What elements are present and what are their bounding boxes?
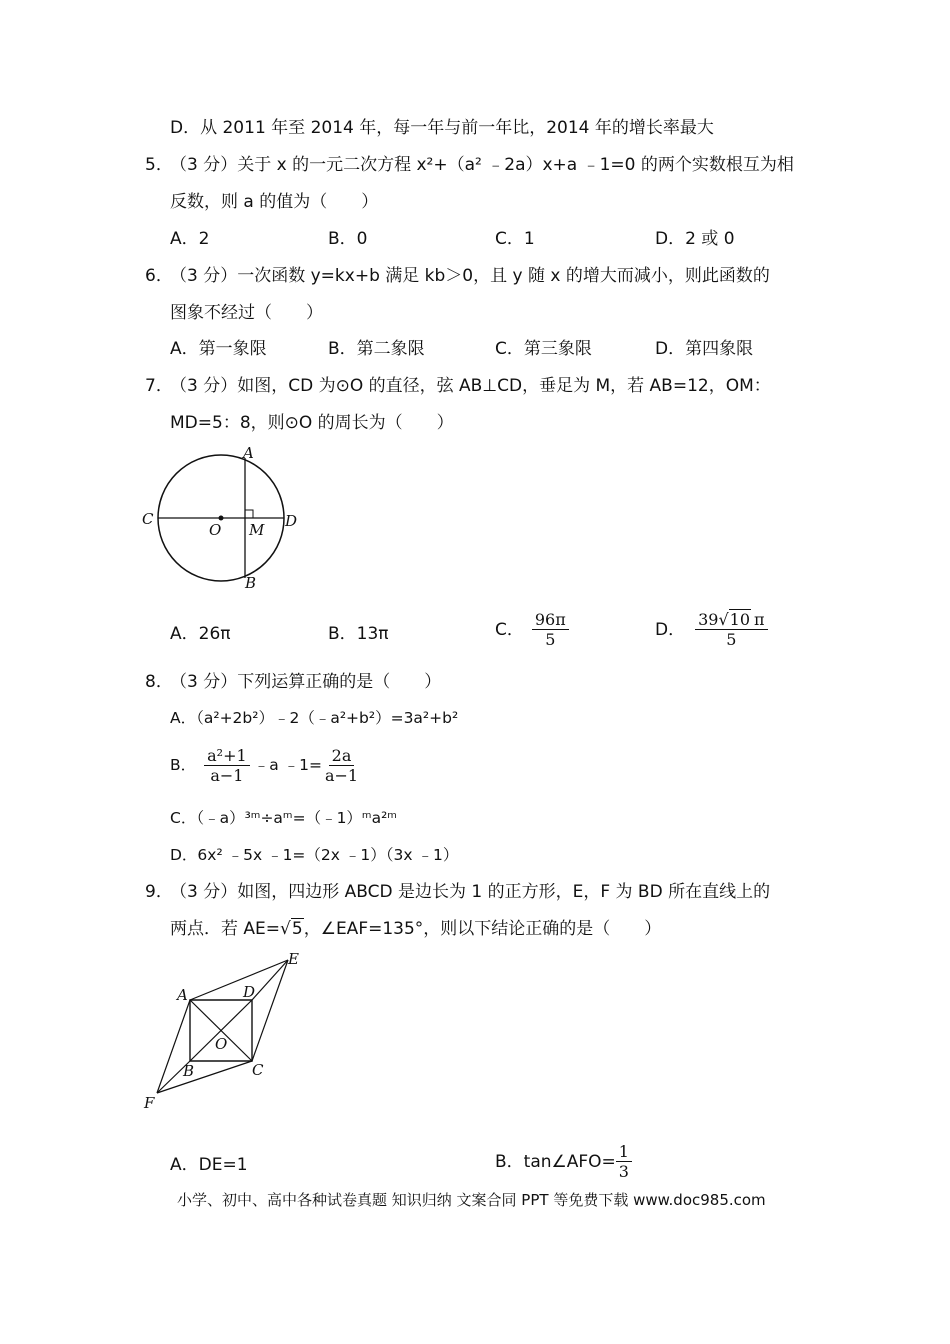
q7-option-d-denominator: 5 xyxy=(726,630,737,649)
q8-option-b-fraction-left xyxy=(204,748,250,784)
q9-option-b-numerator: 1 xyxy=(616,1144,632,1162)
q5-option-c: C．1 xyxy=(495,229,535,249)
q8-option-d: D．6x² ﹣5x ﹣1=（2x ﹣1）（3x ﹣1） xyxy=(170,846,459,864)
q9-option-b-denominator: 3 xyxy=(618,1162,629,1181)
q9-option-b-fraction xyxy=(616,1144,632,1180)
q8-option-b-prefix: B． xyxy=(170,756,197,775)
q8-option-b-numerator-right: 2a xyxy=(329,748,355,766)
q7-label-o: O xyxy=(209,521,222,539)
q5-stem-line2: 反数，则 a 的值为（ ） xyxy=(170,192,379,212)
q7-option-d xyxy=(655,612,768,648)
q9-stem-line2-start: 两点．若 AE= xyxy=(170,919,281,939)
q7-option-d-coefficient: 39 xyxy=(698,610,719,629)
q5-stem-line1: （3 分）关于 x 的一元二次方程 x²+（a² ﹣2a）x+a ﹣1=0 的两个实数根互为相 xyxy=(170,155,794,175)
q6-stem-line1: （3 分）一次函数 y=kx+b 满足 kb＞0，且 y 随 x 的增大而减小，则此函数的 xyxy=(170,266,770,286)
q9-label-o: O xyxy=(215,1035,228,1053)
q9-number: 9． xyxy=(145,882,173,902)
q5-number: 5． xyxy=(145,155,173,175)
q7-option-c xyxy=(495,612,569,648)
q7-stem-line2: MD=5：8，则⊙O 的周长为（ ） xyxy=(170,413,454,433)
q9-square-figure xyxy=(135,948,325,1118)
q8-option-b-fraction-right xyxy=(322,748,361,784)
q8-stem: （3 分）下列运算正确的是（ ） xyxy=(170,672,442,692)
q7-option-d-radicand: 10 xyxy=(729,610,751,629)
q7-stem-line1: （3 分）如图，CD 为⊙O 的直径，弦 AB⊥CD，垂足为 M，若 AB=12，OM： xyxy=(170,376,771,396)
page-footer: 小学、初中、高中各种试卷真题 知识归纳 文案合同 PPT 等免费下载 www.doc985.com xyxy=(177,1191,766,1209)
q8-option-b-denominator-left: a−1 xyxy=(210,766,244,785)
q5-option-a: A．2 xyxy=(170,229,210,249)
q9-stem-line2 xyxy=(170,921,661,938)
q7-option-d-pi: π xyxy=(754,610,765,629)
q6-option-a: A．第一象限 xyxy=(170,339,267,359)
q7-option-b: B．13π xyxy=(328,624,389,644)
q9-stem-line1: （3 分）如图，四边形 ABCD 是边长为 1 的正方形，E，F 为 BD 所在直线上的 xyxy=(170,882,771,902)
q9-label-f: F xyxy=(144,1094,155,1112)
q9-option-a: A．DE=1 xyxy=(170,1155,248,1175)
q7-label-m: M xyxy=(249,521,265,539)
q9-label-a: A xyxy=(177,986,188,1004)
q6-option-b: B．第二象限 xyxy=(328,339,425,359)
q9-radicand: 5 xyxy=(291,919,303,939)
q5-option-b: B．0 xyxy=(328,229,368,249)
q8-option-b xyxy=(170,748,361,784)
q7-label-b: B xyxy=(245,574,257,592)
q6-option-c: C．第三象限 xyxy=(495,339,592,359)
q9-label-c: C xyxy=(252,1061,264,1079)
radical-sign-icon: √ xyxy=(718,610,729,629)
q7-label-d: D xyxy=(285,512,298,530)
q7-option-c-fraction xyxy=(532,612,569,648)
q9-stem-line2-end: ，∠EAF=135°，则以下结论正确的是（ ） xyxy=(303,919,662,939)
q6-option-d: D．第四象限 xyxy=(655,339,754,359)
q7-number: 7． xyxy=(145,376,173,396)
q7-label-c: C xyxy=(142,510,154,528)
q9-label-b: B xyxy=(183,1062,195,1080)
q9-option-b xyxy=(495,1144,632,1180)
q4-option-d: D．从 2011 年至 2014 年，每一年与前一年比，2014 年的增长率最大 xyxy=(170,118,714,138)
q8-option-b-numerator-left: a²+1 xyxy=(204,748,250,766)
q8-number: 8． xyxy=(145,672,173,692)
q7-label-a: A xyxy=(243,444,254,462)
q7-option-d-fraction xyxy=(695,612,767,648)
q9-label-e: E xyxy=(288,950,299,968)
q8-option-b-denominator-right: a−1 xyxy=(324,766,359,785)
q7-option-a: A．26π xyxy=(170,624,231,644)
q6-stem-line2: 图象不经过（ ） xyxy=(170,303,323,323)
q7-option-c-denominator: 5 xyxy=(545,630,556,649)
q8-option-c: C．（﹣a）³ᵐ÷aᵐ=（﹣1）ᵐa²ᵐ xyxy=(170,809,397,827)
q7-option-d-prefix: D． xyxy=(655,619,686,640)
q6-number: 6． xyxy=(145,266,173,286)
q8-option-b-middle: ﹣a ﹣1= xyxy=(253,756,322,775)
q9-option-b-prefix: B．tan∠AFO= xyxy=(495,1151,616,1172)
q8-option-a: A．（a²+2b²）﹣2（﹣a²+b²）=3a²+b² xyxy=(170,709,459,727)
q7-option-c-prefix: C． xyxy=(495,619,524,640)
q7-circle-figure xyxy=(135,440,315,595)
q5-option-d: D．2 或 0 xyxy=(655,229,735,249)
q7-option-d-numerator xyxy=(695,612,767,630)
radical-sign-icon: √ xyxy=(280,919,291,939)
q9-label-d: D xyxy=(243,983,256,1001)
q7-option-c-numerator: 96π xyxy=(532,612,569,630)
